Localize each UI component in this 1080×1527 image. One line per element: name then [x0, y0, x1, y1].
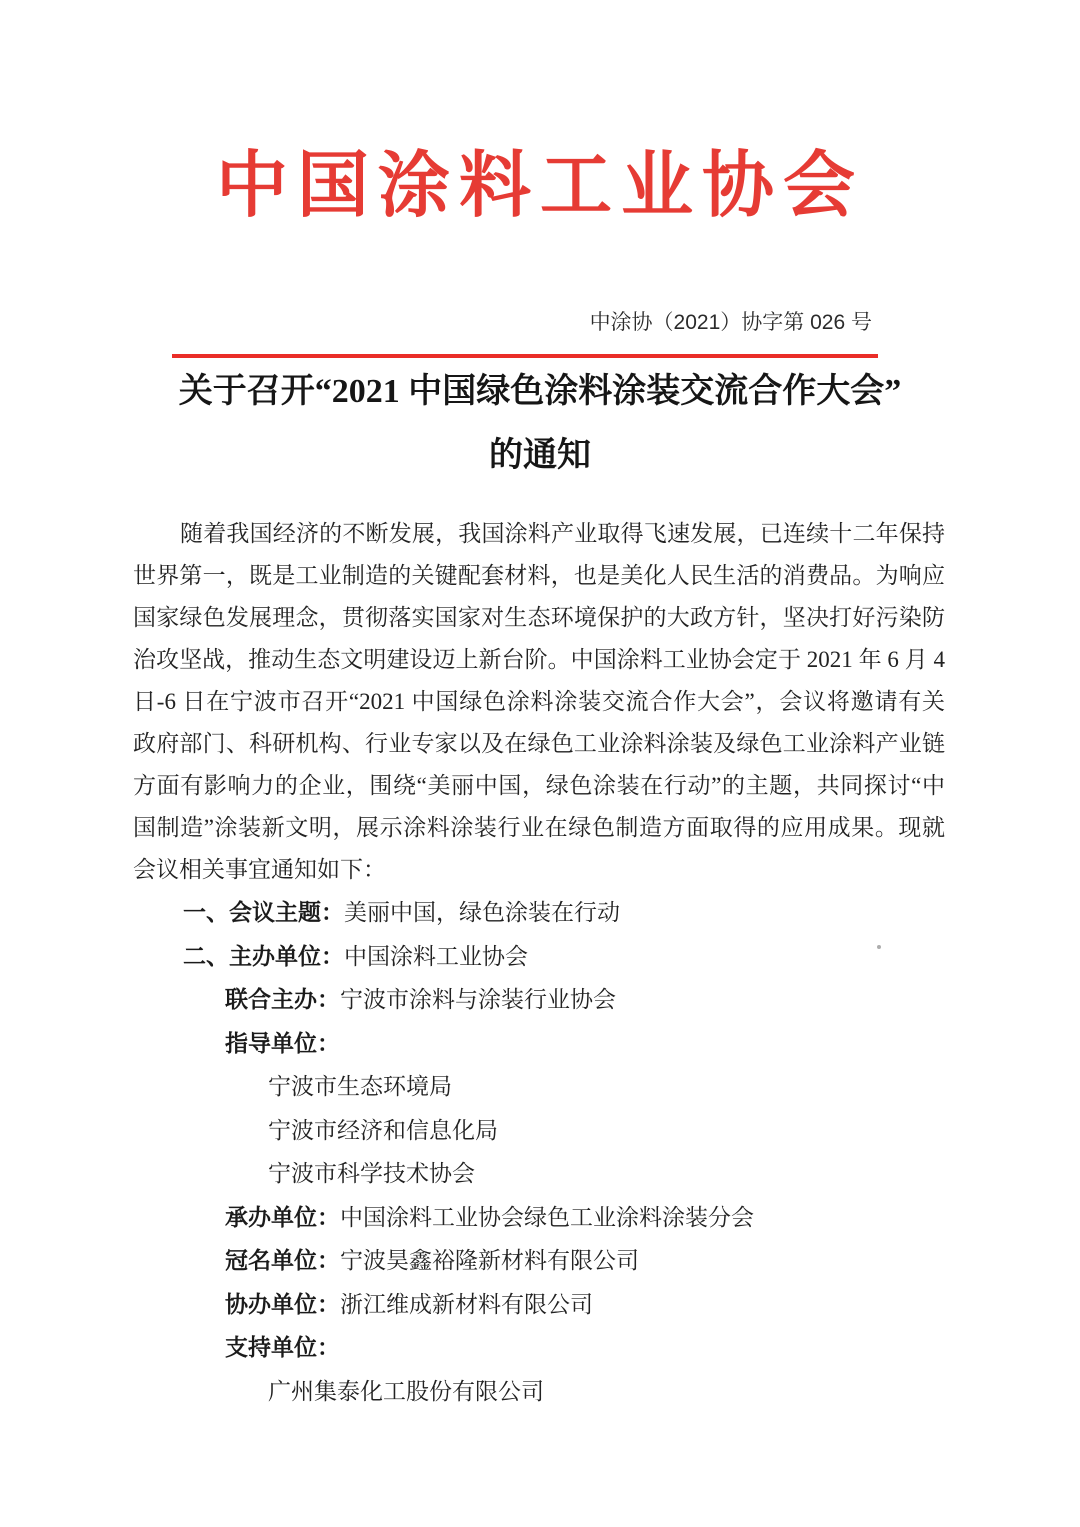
list-item-value: 浙江维成新材料有限公司	[340, 1291, 593, 1317]
notice-list-item	[133, 1109, 945, 1153]
list-item-label: 协办单位：	[225, 1290, 340, 1317]
notice-list-item	[133, 1370, 945, 1414]
list-item-value: 宁波市涂料与涂装行业协会	[340, 987, 616, 1012]
list-item-value: 宁波市科学技术协会	[268, 1161, 475, 1186]
list-item-label: 支持单位：	[225, 1334, 340, 1360]
notice-body-paragraph	[133, 513, 945, 891]
notice-title-line-1: 关于召开“2021 中国绿色涂料涂装交流合作大会”	[178, 373, 902, 410]
notice-list-item	[133, 1326, 945, 1370]
list-item-number: 一、	[183, 899, 229, 925]
body-text-line: 日-6 日在宁波市召开“2021 中国绿色涂料涂装交流合作大会”，会议将邀请有关	[133, 689, 945, 714]
list-item-value: 美丽中国，绿色涂装在行动	[344, 900, 620, 925]
list-item-value: 中国涂料工业协会	[344, 943, 528, 969]
list-item-number: 二、	[183, 942, 229, 969]
notice-list-item	[133, 1239, 945, 1283]
list-item-label: 承办单位：	[225, 1203, 340, 1230]
body-text-line: 政府部门、科研机构、行业专家以及在绿色工业涂料涂装及绿色工业涂料产业链	[133, 731, 945, 756]
body-text-line: 治攻坚战，推动生态文明建设迈上新台阶。中国涂料工业协会定于 2021 年 6 月 4	[133, 647, 946, 672]
notice-list-item	[133, 1152, 945, 1196]
notice-list-item	[133, 891, 945, 935]
notice-title-line-2: 的通知	[489, 437, 591, 474]
list-item-value: 宁波市经济和信息化局	[268, 1117, 498, 1143]
association-masthead: 中国涂料工业协会	[215, 146, 864, 226]
body-text-line: 国家绿色发展理念，贯彻落实国家对生态环境保护的大政方针，坚决打好污染防	[133, 605, 945, 630]
list-item-label: 指导单位：	[225, 1029, 340, 1056]
notice-list-item	[133, 978, 945, 1022]
body-text-line: 世界第一，既是工业制造的关键配套材料，也是美化人民生活的消费品。为响应	[133, 563, 945, 588]
list-item-value: 广州集泰化工股份有限公司	[268, 1378, 544, 1404]
body-text-line: 随着我国经济的不断发展，我国涂料产业取得飞速发展，已连续十二年保持	[180, 521, 945, 546]
list-item-value: 宁波昊鑫裕隆新材料有限公司	[340, 1248, 639, 1273]
body-text-line: 方面有影响力的企业，围绕“美丽中国，绿色涂装在行动”的主题，共同探讨“中	[133, 773, 945, 798]
notice-list-item	[133, 1022, 945, 1066]
list-item-value: 宁波市生态环境局	[268, 1074, 452, 1099]
notice-list-item	[133, 1283, 945, 1327]
list-item-label: 冠名单位：	[225, 1247, 340, 1273]
notice-list-item	[133, 1196, 945, 1240]
body-text-line: 会议相关事宜通知如下：	[133, 857, 386, 882]
document-reference-number: 中涂协（2021）协字第 026 号	[589, 311, 872, 334]
notice-list-item	[133, 935, 945, 979]
notice-list-item	[133, 1065, 945, 1109]
notice-item-list	[133, 891, 945, 1413]
list-item-label: 主办单位：	[229, 942, 344, 969]
body-text-line: 国制造”涂装新文明，展示涂料涂装行业在绿色制造方面取得的应用成果。现就	[133, 815, 945, 840]
masthead-divider-rule	[172, 354, 878, 358]
scan-speck	[877, 945, 881, 949]
list-item-value: 中国涂料工业协会绿色工业涂料涂装分会	[340, 1204, 754, 1230]
list-item-label: 会议主题：	[229, 899, 344, 925]
list-item-label: 联合主办：	[225, 986, 340, 1012]
